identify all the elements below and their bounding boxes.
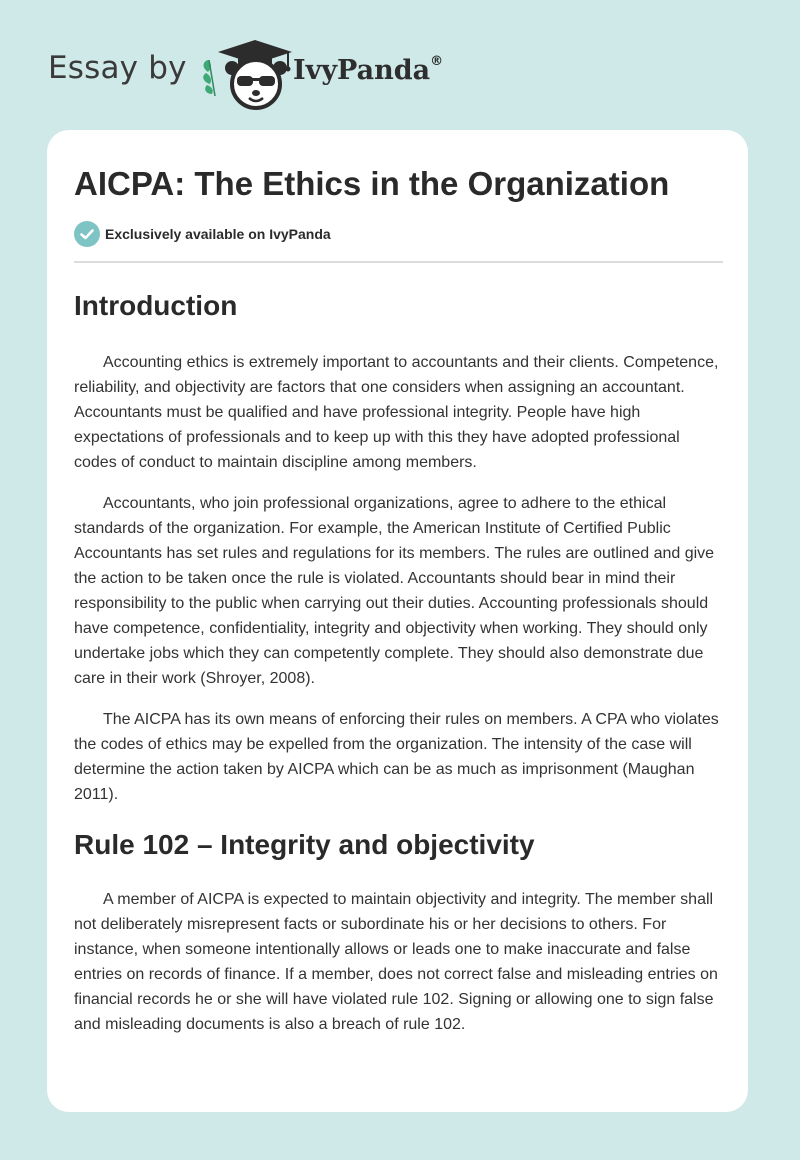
brand-name[interactable]: IvyPanda®: [293, 54, 444, 86]
section-heading-rule-102: Rule 102 – Integrity and objectivity: [74, 829, 535, 860]
check-circle-icon: [74, 221, 100, 247]
paragraph: Accounting ethics is extremely important to accountants and their clients. Competence, reliability, and objectivity are factors that one considers when assigning an accountant. Accountants must be qualified and have professional integrity. People have high expectations of professionals and to keep up with this they have adopted professional codes of conduct to maintain discipline among members.: [74, 354, 719, 471]
badge-label: Exclusively available on IvyPanda: [105, 226, 331, 242]
panda-graduate-icon: [200, 38, 300, 110]
site-header: [48, 38, 508, 110]
essay-card: [47, 130, 748, 1112]
exclusive-badge: [74, 221, 331, 247]
essay-body: [74, 280, 724, 1037]
section-heading-introduction: Introduction: [74, 290, 238, 321]
page-title: AICPA: The Ethics in the Organization: [74, 165, 670, 202]
ivypanda-logo[interactable]: [200, 38, 300, 110]
divider: [74, 261, 723, 263]
ivy-leaf-icon: [203, 60, 215, 96]
paragraph: A member of AICPA is expected to maintain objectivity and integrity. The member shall not deliberately misrepresent facts or subordinate his or her decisions to others. For instance, when someone intentionally allows or leads one to make inaccurate and false entries on records of finance. If a member, does not correct false and misleading entries on financial records he or she will have violated rule 102. Signing or allowing one to sign false and misleading documents is also a breach of rule 102.: [74, 891, 718, 1033]
paragraph: Accountants, who join professional organizations, agree to adhere to the ethical standards of the organization. For example, the American Institute of Certified Public Accountants has set rules and regulations for its members. The rules are outlined and give the action to be taken once the rule is violated. Accountants should bear in mind their responsibility to the public when carrying out their duties. Accounting professionals should have competence, confidentiality, integrity and objectivity when working. They should only undertake jobs which they can competently complete. They should also demonstrate due care in their work (Shroyer, 2008).: [74, 495, 715, 687]
essay-by-label: Essay by: [48, 50, 187, 86]
paragraph: The AICPA has its own means of enforcing their rules on members. A CPA who violates the codes of ethics may be expelled from the organization. The intensity of the case will determine the action taken by AICPA which can be as much as imprisonment (Maughan 2011).: [74, 711, 719, 803]
registered-mark: ®: [430, 54, 444, 69]
